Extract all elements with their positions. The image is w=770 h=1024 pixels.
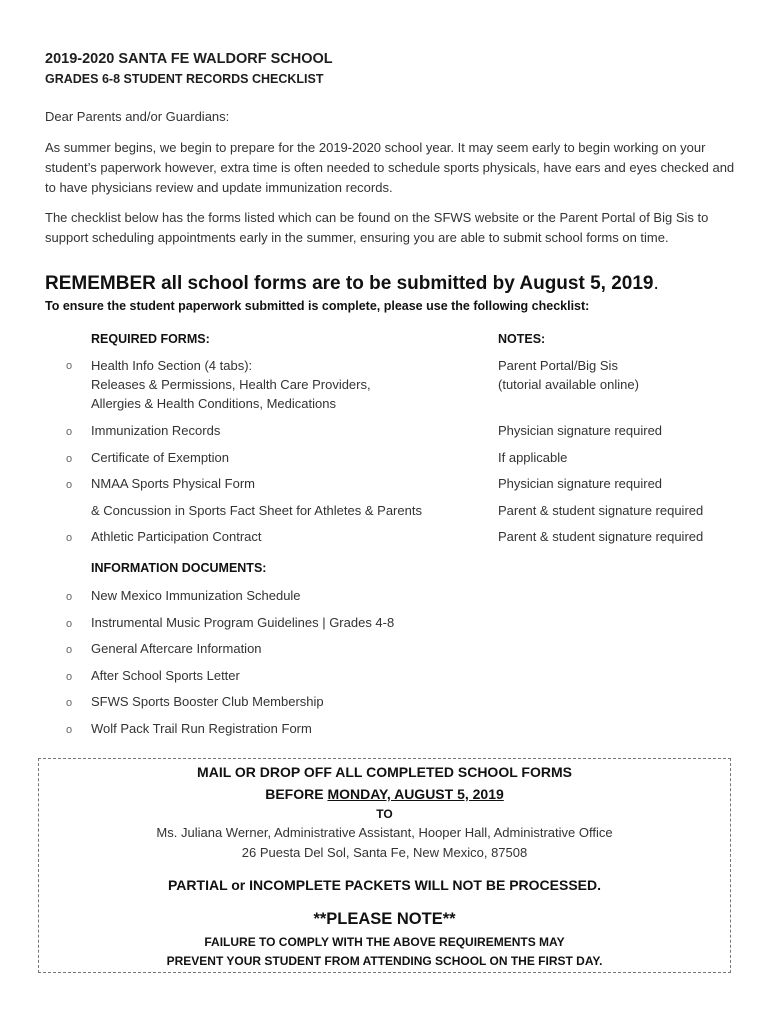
deadline-date: MONDAY, AUGUST 5, 2019 — [327, 786, 504, 802]
please-note-heading: **PLEASE NOTE** — [313, 910, 456, 928]
info-document-item: New Mexico Immunization Schedule — [91, 588, 301, 603]
failure-warning-line-1: FAILURE TO COMPLY WITH THE ABOVE REQUIREMENTS MAY — [204, 935, 565, 949]
partial-packets-warning: PARTIAL or INCOMPLETE PACKETS WILL NOT BE PROCESSED. — [168, 877, 601, 893]
to-label: TO — [376, 807, 393, 821]
note-text: (tutorial available online) — [498, 377, 639, 392]
required-form-label: Health Info Section (4 tabs): — [91, 358, 253, 373]
mail-instruction: MAIL OR DROP OFF ALL COMPLETED SCHOOL FORMS — [197, 764, 572, 780]
required-form-note: Physician signature required — [498, 423, 663, 438]
checklist-instruction: To ensure the student paperwork submitted is complete, please use the following checklist: — [45, 299, 590, 313]
deadline-reminder-period: . — [653, 273, 659, 294]
required-form-note: If applicable — [498, 450, 568, 465]
bullet-icon: o — [66, 644, 73, 656]
intro-paragraph-1: As summer begins, we begin to prepare for the 2019-2020 school year. It may seem early to begin working on your student’s paperwork however, extra time is often needed to schedule sports physicals, have ears and eyes checked and to have physicians review and update immunization records. — [45, 140, 735, 195]
note-text: Parent Portal/Big Sis — [498, 358, 618, 373]
info-document-item: Instrumental Music Program Guidelines | Grades 4-8 — [91, 615, 395, 630]
recipient-address-line-1: Ms. Juliana Werner, Administrative Assistant, Hooper Hall, Administrative Office — [156, 825, 613, 840]
bullet-icon: o — [66, 479, 73, 491]
required-form-label: & Concussion in Sports Fact Sheet for Athletes & Parents — [91, 503, 422, 518]
required-form-label: NMAA Sports Physical Form — [91, 476, 255, 491]
bullet-icon: o — [66, 671, 73, 683]
bullet-icon: o — [66, 532, 73, 544]
deadline-line — [38, 786, 731, 802]
info-document-item: General Aftercare Information — [91, 641, 262, 656]
required-form-note: Parent & student signature required — [498, 503, 704, 518]
bullet-icon: o — [66, 426, 73, 438]
required-form-label: Athletic Participation Contract — [91, 529, 262, 544]
info-document-item: After School Sports Letter — [91, 668, 240, 683]
deadline-prefix: BEFORE — [265, 786, 328, 802]
document-subtitle: GRADES 6-8 STUDENT RECORDS CHECKLIST — [45, 72, 324, 86]
recipient-address-line-2: 26 Puesta Del Sol, Santa Fe, New Mexico, 87508 — [241, 845, 528, 860]
required-form-detail: Allergies & Health Conditions, Medications — [91, 396, 336, 411]
info-document-item: SFWS Sports Booster Club Membership — [91, 694, 324, 709]
required-form-note — [498, 356, 639, 394]
failure-warning-line-2: PREVENT YOUR STUDENT FROM ATTENDING SCHOOL ON THE FIRST DAY. — [166, 954, 603, 968]
information-documents-header: INFORMATION DOCUMENTS: — [91, 561, 267, 575]
intro-paragraph-2: The checklist below has the forms listed which can be found on the SFWS website or the Parent Portal of Big Sis to support scheduling appointments early in the summer, ensuring you are able to submit school forms on time. — [45, 210, 709, 245]
required-form-label: Certificate of Exemption — [91, 450, 230, 465]
greeting: Dear Parents and/or Guardians: — [45, 109, 230, 124]
required-form-note: Physician signature required — [498, 476, 663, 491]
document-title: 2019-2020 SANTA FE WALDORF SCHOOL — [45, 51, 333, 67]
bullet-icon: o — [66, 618, 73, 630]
deadline-reminder — [45, 273, 659, 295]
bullet-icon: o — [66, 360, 73, 372]
bullet-icon: o — [66, 724, 73, 736]
notes-header: NOTES: — [498, 332, 546, 346]
required-form-label: Immunization Records — [91, 423, 221, 438]
bullet-icon: o — [66, 591, 73, 603]
required-form-item — [91, 356, 371, 413]
required-form-detail: Releases & Permissions, Health Care Providers, — [91, 377, 371, 392]
deadline-reminder-text: REMEMBER all school forms are to be submitted by August 5, 2019 — [45, 273, 654, 294]
info-document-item: Wolf Pack Trail Run Registration Form — [91, 721, 312, 736]
bullet-icon: o — [66, 697, 73, 709]
required-forms-header: REQUIRED FORMS: — [91, 332, 210, 346]
required-form-note: Parent & student signature required — [498, 529, 704, 544]
bullet-icon: o — [66, 453, 73, 465]
